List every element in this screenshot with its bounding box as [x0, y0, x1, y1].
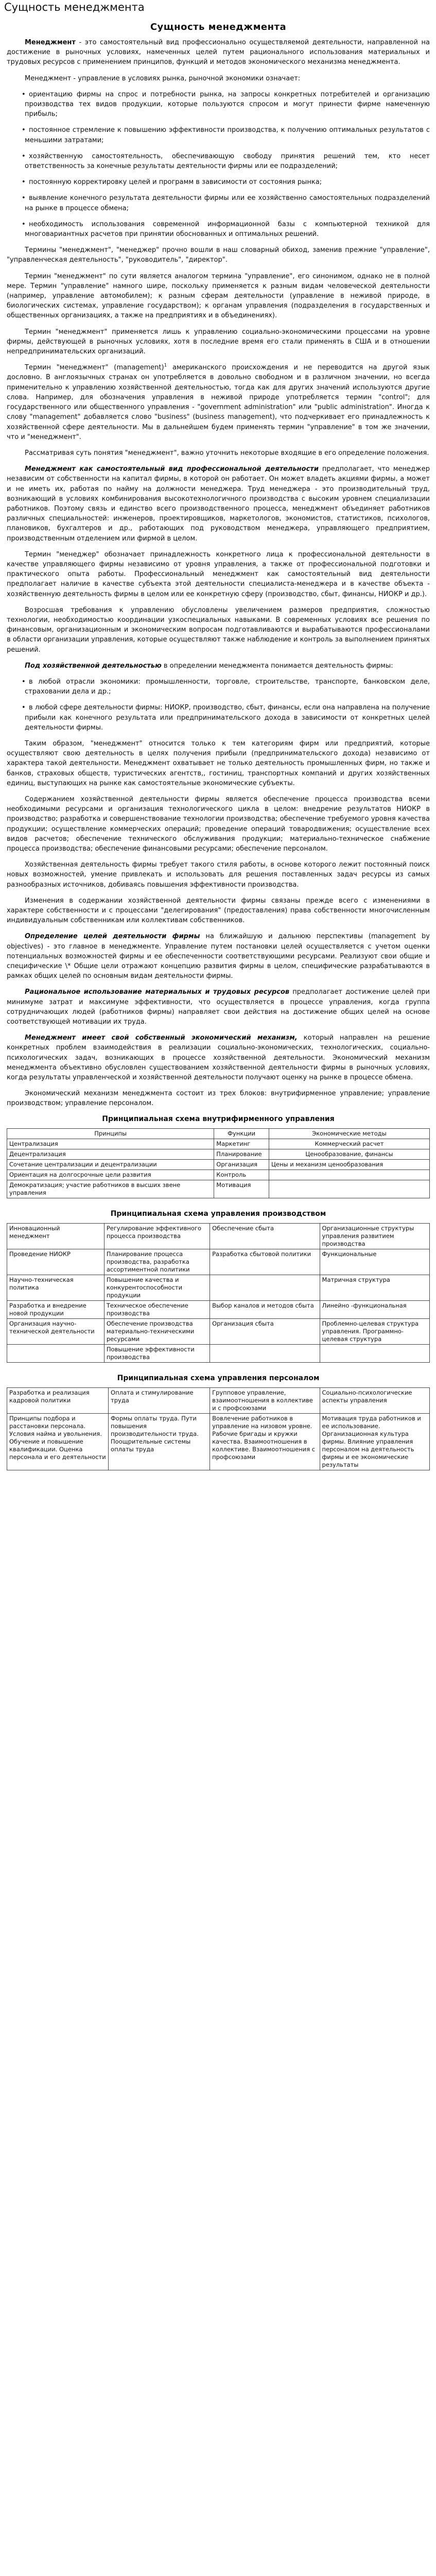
paragraph: Изменения в содержании хозяйственной деятельности фирмы связаны прежде всего с изменениями в характере собственности и с процессами "делегирования" (предоставления) права собственности многочисленным индивидуальным собственникам или коллективам собственников.	[7, 896, 430, 925]
paragraph: Экономический механизм менеджмента состоит из трех блоков: внутрифирменное управление; управление производством; управление персоналом.	[7, 1090, 430, 1108]
paragraph-text: который направлен на решение конкретных проблем взаимодействия в реализации социально-экономических, технологических, социально-психологических задач, возникающих в процессе хозяйственной деятельности. Экономический механизм менеджмента объективно обусловлен существованием хозяйственной деятельности фирмы в рыночных условиях, когда результаты управленческой и хозяйственной деятельности получают оценку на рынке в процессе обмена.	[7, 1034, 430, 1082]
table-cell: Обеспечение производства материально-техническими ресурсами	[104, 1318, 210, 1344]
table-cell: Мотивация труда работников и ее использование. Организационная культура фирмы. Влияние управления персоналом на деятельность фирмы и ее экономические результаты	[320, 1413, 429, 1470]
table-cell: Цены и механизм ценообразования	[269, 1159, 430, 1170]
paragraph-text: предполагает, что менеджер независим от собственности на капитал фирмы, в которой он работает. Он может владеть акциями фирмы, а может и не иметь их, работая по найму на должности менеджера. Труд менеджера - это производительный труд, возникающий в условиях комбинирования высокотехнологичного производства с высоким уровнем специализации работников. Поэтому связь и единство всего производственного процесса, менеджмент объединяет работников различных специальностей: инженеров, проектировщиков, маркетологов, экономистов, статистиков, психологов, плановиков, бухгалтеров и др., работающих под руководством менеджера, управляющего предприятием, производственным отделением или фирмой в целом.	[7, 465, 430, 543]
table-cell: Организация	[214, 1159, 269, 1170]
table-cell: Принципы подбора и расстановки персонала. Условия найма и увольнения. Обучение и повышение квалификации. Оценка персонала и его деятельности	[7, 1413, 109, 1470]
table-cell: Инновационный менеджмент	[7, 1223, 104, 1249]
table-row	[7, 1170, 430, 1180]
paragraph: Термин "менеджмент" применяется лишь к управлению социально-экономическими процессами на уровне фирмы, действующей в рыночных условиях, хотя в последние время его стали применять в США и в отношении непредпринимательских организаций.	[7, 328, 430, 356]
paragraph-text: в определении менеджмента понимается деятельность фирмы:	[161, 662, 393, 670]
emphasis: Рациональное использование материальных и трудовых ресурсов	[25, 988, 290, 996]
table-cell: Ценообразование, финансы	[269, 1149, 430, 1159]
list-item-text: постоянную корректировку целей и программ в зависимости от состояния рынка;	[29, 178, 322, 187]
table-cell: Маркетинг	[214, 1139, 269, 1149]
list-item	[7, 193, 430, 213]
paragraph-text: Термин "менеджмент" (management)	[25, 364, 164, 372]
table-cell: Ориентация на долгосрочные цели развития	[7, 1170, 214, 1180]
paragraph: Содержанием хозяйственной деятельности фирмы является обеспечение процесса производства всеми необходимыми ресурсами и организация технологического цикла в целом: внедрение результатов НИОКР в производство; разработка и совершенствование технологии производства; обеспечение требуемого уровня качества продукции; осуществление коммерческих операций; проведение операций товародвижения; осуществление всех видов расчетов; обеспечение технического обслуживания продукции; материально-техническое снабжение процесса производства; обеспечение финансовыми ресурсами; обеспечение персоналом.	[7, 795, 430, 853]
table-row	[7, 1223, 430, 1249]
table-cell: Обеспечение сбыта	[210, 1223, 320, 1249]
bullet-icon: •	[22, 194, 26, 202]
list-item-text: выявление конечного результата деятельности фирмы или ее хозяйственно самостоятельных подразделений на рынке в процессе обмена;	[25, 194, 430, 212]
paragraph: Возросшая требования к управлению обусловлены увеличением размеров предприятия, сложностью технологии, необходимостью координации узкоспециальных навыками. В современных условиях все решения по финансовым, организационным и экономическим вопросам подготавливаются и вырабатываются профессионалами в области организации управления, которые осуществляют также наблюдение и контроль за выполнением принятых решений.	[7, 606, 430, 654]
table-cell: Регулирование эффективного процесса производства	[104, 1223, 210, 1249]
column-header: Функции	[214, 1128, 269, 1139]
bullet-icon: •	[22, 677, 26, 686]
bullet-icon: •	[22, 220, 26, 228]
paragraph-text: - это самостоятельный вид профессионально осуществляемой деятельности, направленной на достижение в рыночных условиях, намеченных целей путем рационального использования материальных и трудовых ресурсов с применением принципов, функций и методов экономического механизма менеджмента.	[7, 39, 430, 66]
table-personnel-management	[7, 1387, 430, 1470]
table-cell: Вовлечение работников в управление на низовом уровне. Рабочие бригады и кружки качества. Взаимоотношения в коллективе. Взаимоотношения с профсоюзами	[210, 1413, 320, 1470]
list-item	[7, 177, 430, 187]
table-cell: Разработка сбытовой политики	[210, 1249, 320, 1275]
table-cell: Сочетание централизации и децентрализации	[7, 1159, 214, 1170]
term-management: Менеджмент	[25, 39, 76, 46]
table-cell	[269, 1170, 430, 1180]
table-cell: Функциональные	[320, 1249, 429, 1275]
column-header: Принципы	[7, 1128, 214, 1139]
table-cell: Повышение качества и конкурентоспособности продукции	[104, 1275, 210, 1300]
table-cell: Матричная структура	[320, 1275, 429, 1300]
paragraph: Термины "менеджмент", "менеджер" прочно вошли в наш словарный обиход, заменив прежние "управление", "управленческая деятельность", "руководитель", "директор".	[7, 246, 430, 264]
emphasis: Менеджмент как самостоятельный вид профессиональной деятельности	[25, 465, 319, 473]
table-row	[7, 1387, 430, 1413]
table-row	[7, 1180, 430, 1198]
table-cell: Разработка и внедрение новой продукции	[7, 1300, 104, 1318]
table-cell: Контроль	[214, 1170, 269, 1180]
paragraph: Менеджмент - управление в условиях рынка, рыночной экономики означает:	[25, 74, 301, 82]
paragraph	[7, 931, 430, 981]
table-row	[7, 1249, 430, 1275]
bullet-icon: •	[22, 152, 26, 160]
table-row	[7, 1149, 430, 1159]
table-cell	[269, 1180, 430, 1198]
table-caption: Принципиальная схема управления производством	[110, 1209, 326, 1218]
bullet-icon: •	[22, 178, 26, 187]
table-cell: Формы оплаты труда. Пути повышения производительности труда. Поощрительные системы оплаты труда	[109, 1413, 210, 1470]
footnote-mark: 1	[164, 363, 167, 368]
table-cell: Планирование процесса производства, разработка ассортиментной политики	[104, 1249, 210, 1275]
list-item	[7, 703, 430, 733]
document-body	[7, 18, 430, 2576]
list-item-text: хозяйственную самостоятельность, обеспечивающую свободу принятия решений тем, кто несет ответственность за конечные результаты деятельности фирмы или ее подразделений;	[25, 152, 430, 171]
table-row	[7, 1300, 430, 1318]
emphasis: Менеджмент имеет свой собственный экономический механизм,	[25, 1034, 298, 1042]
paragraph-text: предполагает достижение целей при минимуме затрат и максимуме эффективности, что осуществляется в процессе управления, когда группа сотрудничающих людей (работников фирмы) направляет свои действия на достижение общих целей на основе соответствующей мотивации их труда.	[7, 988, 430, 1026]
table-row	[7, 1159, 430, 1170]
bullet-icon: •	[22, 704, 26, 712]
paragraph-text: американского происхождения и не переводится на другой язык дословно. В англоязычных странах он употребляется в довольно свободном и в различном значении, но всегда применительно к управлению хозяйственной деятельностью, тогда как для других значений используются другие слова. Например, для обозначения управления в неживой природе употребляется термин "control"; для государственного или общественного управления - "government administration" или "public administration". Иногда к слову "management" добавляется слово "business" (business management), что подчеркивает его принадлежность к хозяйственной сфере деятельности. Мы в дальнейшем будем применять термин "управление" в том же значении, что и "менеджмент".	[7, 364, 430, 441]
table-cell: Проблемно-целевая структура управления. Программно-целевая структура	[320, 1318, 429, 1344]
table-cell: Выбор каналов и методов сбыта	[210, 1300, 320, 1318]
list-item-text: ориентацию фирмы на спрос и потребности рынка, на запросы конкретных потребителей и организацию производства тех видов продукции, которые пользуются спросом и могут принести фирме намеченную прибыль;	[25, 90, 430, 118]
table-cell	[320, 1344, 429, 1362]
table-cell: Линейно -функциональная	[320, 1300, 429, 1318]
table-row	[7, 1275, 430, 1300]
list-item-text: в любой сфере деятельности фирмы: НИОКР, производство, сбыт, финансы, если она направлена на получение прибыли как конечного результата или предпринимательского дохода в зависимости от конкретных целей деятельности фирмы.	[25, 704, 430, 732]
paragraph	[7, 661, 430, 671]
table-header-row	[7, 1128, 430, 1139]
bullet-icon: •	[22, 126, 26, 134]
table-cell: Коммерческий расчет	[269, 1139, 430, 1149]
list-item-text: в любой отрасли экономики: промышленности, торговле, строительстве, транспорте, банковском деле, страховании дела и др.;	[25, 677, 430, 696]
table-cell	[210, 1344, 320, 1362]
table-cell: Групповое управление, взаимоотношения в коллективе и с профсоюзами	[210, 1387, 320, 1413]
table-cell: Проведение НИОКР	[7, 1249, 104, 1275]
list-item	[7, 90, 430, 120]
emphasis: Под хозяйственной деятельностью	[25, 662, 162, 670]
table-cell: Организационные структуры управления развитием производства	[320, 1223, 429, 1249]
table-cell	[7, 1344, 104, 1362]
paragraph-text: на ближайшую и дальнюю перспективы (management by objectives) - это главное в менеджменте. Управление путем постановки целей осуществляется с учетом оценки потенциальных возможностей фирмы и ее обеспеченности соответствующими ресурсами. Реализуют свои общие и специфические \* Общие цели отражают концепцию развития фирмы в целом, специфические разрабатываются в рамках общих целей по основным видам деятельности фирмы.	[7, 933, 430, 980]
table-cell: Планирование	[214, 1149, 269, 1159]
table-cell: Техническое обеспечение производства	[104, 1300, 210, 1318]
table-row	[7, 1413, 430, 1470]
table-caption: Принципиальная схема управления персоналом	[117, 1374, 320, 1382]
table-cell: Децентрализация	[7, 1149, 214, 1159]
list-item	[7, 151, 430, 171]
paragraph: Таким образом, "менеджмент" относится только к тем категориям фирм или предприятий, которые осуществляют свою деятельность в целях получения прибыли (предпринимательского дохода) независимо от характера такой деятельности. Менеджмент охватывает не только деятельность промышленных фирм, но также и банков, страховых обществ, туристических агентств,, гостиниц, транспортных компаний и других хозяйственных единиц, выступающих на рынке как самостоятельные экономические субъекты.	[7, 739, 430, 787]
table-cell: Оплата и стимулирование труда	[109, 1387, 210, 1413]
table-cell: Разработка и реализация кадровой политики	[7, 1387, 109, 1413]
list-item	[7, 677, 430, 697]
table-internal-management	[7, 1128, 430, 1198]
paragraph: Термин "менеджер" обозначает принадлежность конкретного лица к профессиональной деятельности в качестве управляющего фирмы независимо от уровня управления, а также от профессиональной подготовки и практического опыта работы. Профессиональный менеджмент как самостоятельный вид деятельности предполагает наличие в качестве субъекта этой деятельности специалиста-менеджера и в качестве объекта - хозяйственную деятельность фирмы в целом или ее конкретную сферу (производство, сбыт, финансы, НИОКР и др.).	[7, 550, 430, 598]
paragraph	[7, 464, 430, 544]
table-row	[7, 1344, 430, 1362]
bullet-icon: •	[22, 90, 26, 98]
table-caption: Принципиальная схема внутрифирменного управления	[102, 1114, 335, 1123]
table-cell: Демократизация; участие работников в высших звене управления	[7, 1180, 214, 1198]
table-production-management	[7, 1223, 430, 1363]
page-title: Сущность менеджмента	[4, 1, 145, 13]
table-cell: Научно-техническая политика	[7, 1275, 104, 1300]
table-cell	[210, 1275, 320, 1300]
table-cell: Социально-психологические аспекты управления	[320, 1387, 429, 1413]
table-cell: Повышение эффективности производства	[104, 1344, 210, 1362]
paragraph	[7, 363, 430, 442]
table-cell: Организация сбыта	[210, 1318, 320, 1344]
list-item-text: необходимость использования современной информационной базы с компьютерной техникой для многовариантных расчетов при принятии обоснованных и оптимальных решений.	[25, 220, 430, 239]
table-cell: Мотивация	[214, 1180, 269, 1198]
table-cell: Централизация	[7, 1139, 214, 1149]
list-item	[7, 125, 430, 145]
paragraph-definition	[7, 38, 430, 67]
table-cell: Организация научно-технической деятельности	[7, 1318, 104, 1344]
paragraph: Хозяйственная деятельность фирмы требует такого стиля работы, в основе которого лежит постоянный поиск новых возможностей, умение привлекать и использовать для решения поставленных задач ресурсы из самых разнообразных источников, добиваясь повышения эффективности производства.	[7, 861, 430, 889]
paragraph: Рассматривая суть понятия "менеджмент", важно уточнить некоторые входящие в его определение положения.	[25, 449, 429, 457]
paragraph	[7, 987, 430, 1027]
paragraph: Термин "менеджмент" по сути является аналогом термина "управление", его синонимом, однако не в полной мере. Термин "управление" намного шире, поскольку применяется к разным видам человеческой деятельности (например, управление автомобилем); к разным сферам деятельности (управление в неживой природе, в биологических системах, управление государством); к органам управления (подразделения в государственных и общественных организациях, а также на предприятиях и в объединениях).	[7, 272, 430, 320]
column-header: Экономические методы	[269, 1128, 430, 1139]
emphasis: Определение целей деятельности фирмы	[25, 933, 200, 941]
list-item-text: постоянное стремление к повышению эффективности производства, к получению оптимальных результатов с меньшими затратами;	[25, 126, 430, 144]
table-row	[7, 1139, 430, 1149]
document-title: Сущность менеджмента	[150, 22, 287, 32]
list-item	[7, 219, 430, 239]
table-row	[7, 1318, 430, 1344]
paragraph	[7, 1033, 430, 1082]
